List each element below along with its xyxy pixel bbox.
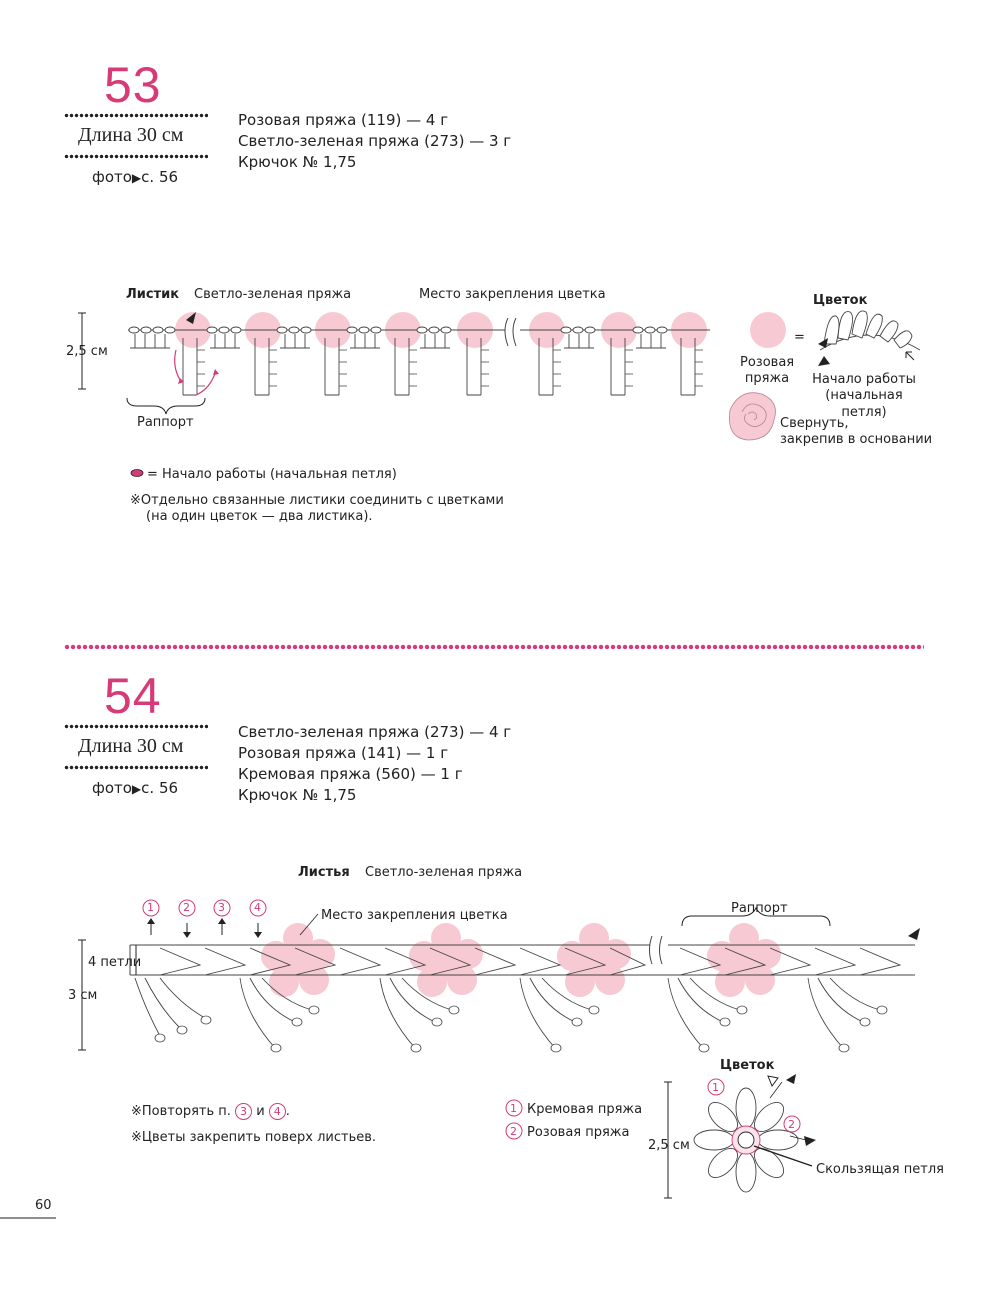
pink-yarn-label: Розовая пряжа [740,355,795,387]
material-line: Крючок № 1,75 [238,153,357,171]
note-start: = Начало работы (начальная петля) [147,467,397,482]
start-work-label: Начало работы (начальная петля) [812,372,916,420]
pattern-54-length: Длина 30 см [78,735,184,757]
material-line: Розовая пряжа (141) — 1 г [238,744,449,762]
height-label: 2,5 см [66,344,108,359]
step-number: 3 [218,901,225,914]
height-label: 3 см [68,988,98,1003]
pattern-53-photo-ref: фото▶с. 56 [92,168,179,186]
row-number: 1 [712,1081,719,1094]
leaf-yarn-label: Светло-зеленая пряжа [194,287,352,302]
attach-label: Место закрепления цветка [419,287,606,302]
note-flowers: ※Цветы закрепить поверх листьев. [131,1130,377,1145]
pattern-54-photo-ref: фото▶с. 56 [92,779,179,797]
legend-number: 2 [510,1125,517,1138]
step-number: 4 [254,901,261,914]
legend-text: Розовая пряжа [527,1125,630,1140]
flower-54-chart [664,1074,816,1198]
note-leaves: ※Отдельно связанные листики соединить с цветками (на один цветок — два листика). [130,493,504,525]
flower-title: Цветок [813,293,868,308]
material-line: Крючок № 1,75 [238,786,357,804]
asterisk-icon: ※ [130,493,141,508]
note-repeat: ※Повторять п. 3 и 4 . [131,1104,290,1119]
page-number: 60 [35,1198,52,1213]
pattern-53-number: 53 [104,57,162,113]
material-line: Розовая пряжа (119) — 4 г [238,111,449,129]
chain-label: 4 петли [88,955,142,970]
flower-size: 2,5 см [648,1138,690,1153]
equals-sign: = [794,330,805,345]
leaf-label: Листик [126,287,180,302]
attach-label: Место закрепления цветка [321,908,508,923]
material-line: Кремовая пряжа (560) — 1 г [238,765,463,783]
row-number: 2 [788,1118,795,1131]
pattern-53-length: Длина 30 см [78,124,184,146]
slip-loop-label: Скользящая петля [816,1162,944,1177]
legend-number: 1 [510,1102,517,1115]
rapport-label: Раппорт [731,901,788,916]
leaves-label: Листья [298,865,350,880]
step-number: 1 [147,901,154,914]
material-line: Светло-зеленая пряжа (273) — 3 г [238,132,512,150]
step-number: 2 [183,901,190,914]
rapport-label: Раппорт [137,415,194,430]
material-line: Светло-зеленая пряжа (273) — 4 г [238,723,512,741]
asterisk-icon: ※ [131,1130,142,1145]
leaves-yarn-label: Светло-зеленая пряжа [365,865,523,880]
flower-title: Цветок [720,1058,775,1073]
pattern-54-number: 54 [104,668,162,724]
legend-text: Кремовая пряжа [527,1102,643,1117]
roll-note: Свернуть, закрепив в основании [780,416,933,448]
asterisk-icon: ※ [131,1104,142,1119]
